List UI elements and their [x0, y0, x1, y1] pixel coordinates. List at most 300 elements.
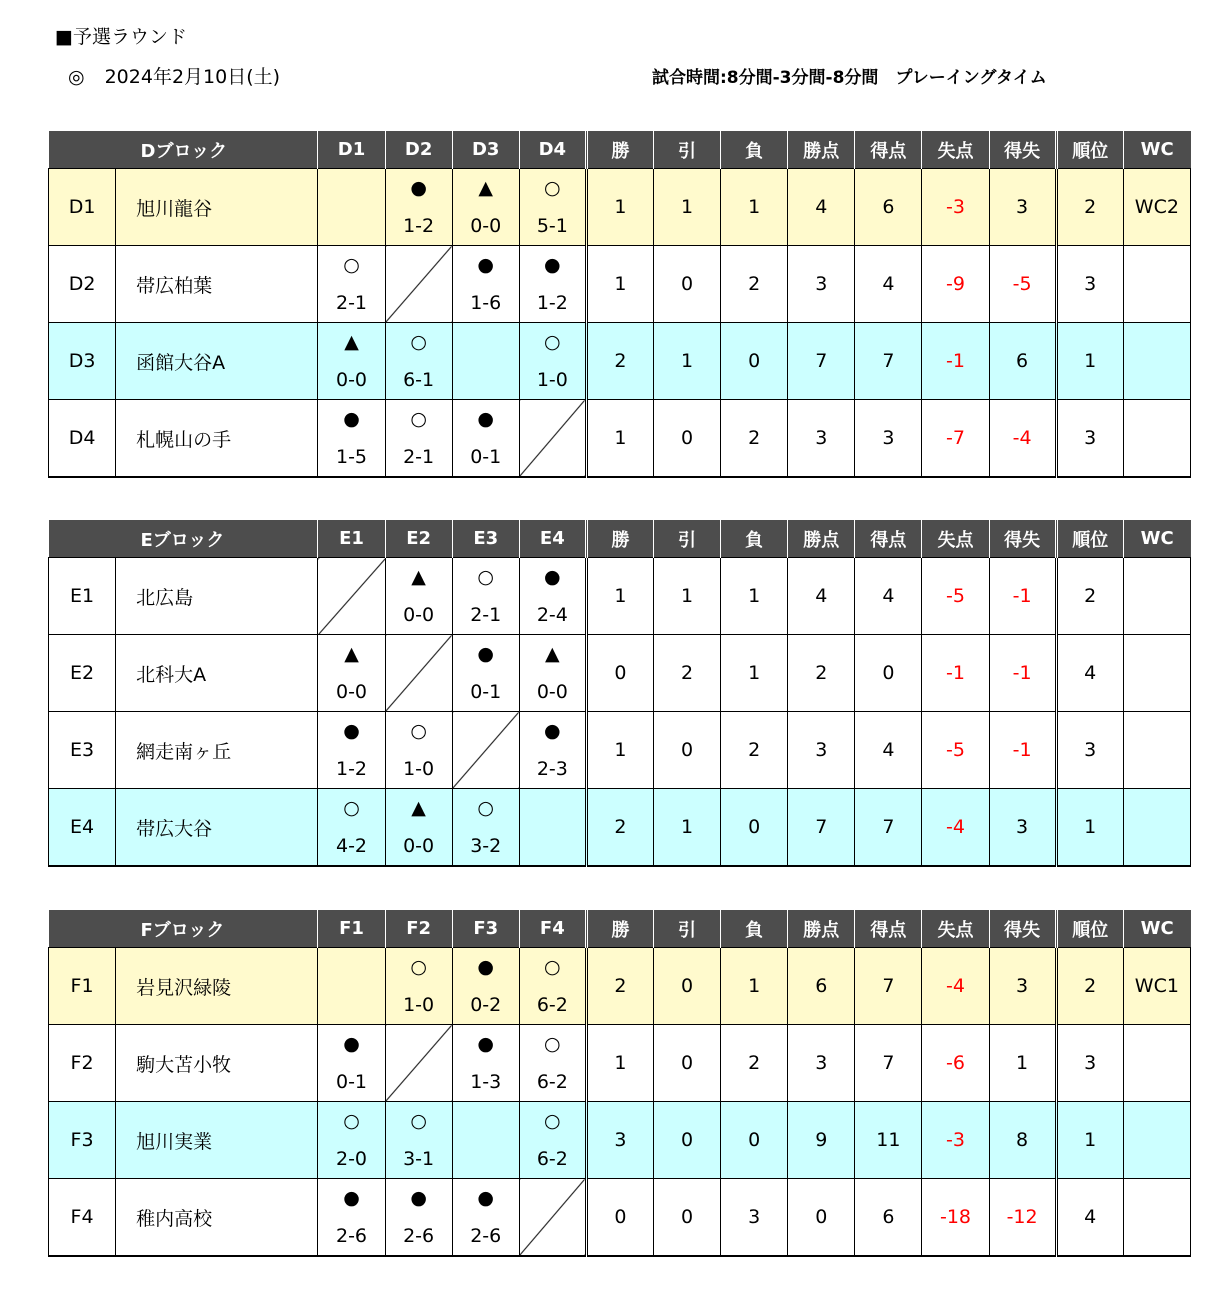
result-score: 1-0 — [403, 758, 435, 780]
team-name: 駒大苫小牧 — [116, 1025, 318, 1102]
match-result — [519, 246, 586, 323]
opponent-code-header: F1 — [318, 910, 385, 948]
stat-value: 0 — [855, 635, 922, 712]
stat-value: -1 — [989, 635, 1056, 712]
stat-header: 勝 — [586, 520, 653, 558]
stat-value: 3 — [989, 948, 1056, 1025]
match-result — [385, 948, 452, 1025]
match-result — [385, 1179, 452, 1257]
stat-header: 引 — [654, 910, 721, 948]
stat-value: 1 — [721, 558, 788, 635]
stat-header: 勝点 — [788, 520, 855, 558]
stat-value: 2 — [586, 948, 653, 1025]
stat-value: -5 — [989, 246, 1056, 323]
stat-value: 3 — [855, 400, 922, 478]
match-result — [452, 635, 519, 712]
result-score: 1-5 — [335, 446, 368, 468]
stat-value: -5 — [922, 558, 989, 635]
header-row — [49, 131, 1191, 169]
stat-value — [1123, 1179, 1190, 1257]
stat-header: 得点 — [855, 910, 922, 948]
result-score: 6-2 — [536, 1071, 568, 1093]
stat-value — [1123, 1102, 1190, 1179]
stat-value: 2 — [586, 789, 653, 867]
match-result — [385, 558, 452, 635]
stat-value: 0 — [721, 789, 788, 867]
stat-value: 3 — [788, 246, 855, 323]
result-symbol: ○ — [343, 1110, 360, 1132]
self-match-cell — [318, 169, 385, 246]
self-match-cell — [519, 1179, 586, 1257]
match-result — [519, 323, 586, 400]
stat-value: 4 — [855, 712, 922, 789]
result-score: 1-2 — [536, 292, 568, 314]
opponent-code-header: D2 — [385, 131, 452, 169]
team-name: 北広島 — [116, 558, 318, 635]
stat-value: 0 — [654, 948, 721, 1025]
self-match-cell — [519, 789, 586, 867]
match-result — [385, 323, 452, 400]
stat-value: 6 — [788, 948, 855, 1025]
block-name: Fブロック — [49, 910, 318, 948]
result-score: 2-6 — [403, 1225, 435, 1247]
match-result — [519, 948, 586, 1025]
team-code: D3 — [49, 323, 116, 400]
stat-value: 1 — [1056, 323, 1123, 400]
stat-value: 2 — [788, 635, 855, 712]
result-score: 2-1 — [335, 292, 368, 314]
stat-value: 4 — [1056, 1179, 1123, 1257]
match-result — [318, 1102, 385, 1179]
stat-value: 3 — [788, 1025, 855, 1102]
match-result — [452, 246, 519, 323]
stat-value: 4 — [855, 558, 922, 635]
opponent-code-header: D4 — [519, 131, 586, 169]
match-result — [385, 400, 452, 478]
result-score: 2-6 — [470, 1225, 502, 1247]
header-row — [49, 520, 1191, 558]
stat-value: -9 — [922, 246, 989, 323]
stat-value — [1123, 789, 1190, 867]
stat-value — [1123, 323, 1190, 400]
stat-value: -1 — [989, 712, 1056, 789]
match-result — [519, 1025, 586, 1102]
stat-value: 3 — [788, 712, 855, 789]
match-result — [318, 1179, 385, 1257]
match-result — [452, 558, 519, 635]
stat-value: 3 — [586, 1102, 653, 1179]
match-result — [318, 712, 385, 789]
stat-value: WC2 — [1123, 169, 1190, 246]
result-symbol: ● — [544, 720, 561, 742]
result-symbol: ● — [343, 1033, 360, 1055]
stat-header: 得失 — [989, 910, 1056, 948]
self-match-cell — [385, 246, 452, 323]
stat-value: -1 — [989, 558, 1056, 635]
block-name: Eブロック — [49, 520, 318, 558]
stat-value: 1 — [586, 169, 653, 246]
stat-value: 8 — [989, 1102, 1056, 1179]
stat-header: 負 — [721, 520, 788, 558]
stat-header: 勝点 — [788, 131, 855, 169]
stat-value: 7 — [855, 1025, 922, 1102]
stat-value: 2 — [1056, 558, 1123, 635]
stat-value: 1 — [586, 712, 653, 789]
team-code: E4 — [49, 789, 116, 867]
team-code: E3 — [49, 712, 116, 789]
result-score: 2-1 — [470, 604, 502, 626]
stat-header: 失点 — [922, 131, 989, 169]
stat-value — [1123, 246, 1190, 323]
stat-value: 1 — [586, 400, 653, 478]
result-symbol: ○ — [410, 1110, 427, 1132]
stat-value: -1 — [922, 323, 989, 400]
stat-value: -3 — [922, 169, 989, 246]
stat-value: 1 — [721, 169, 788, 246]
self-match-cell — [452, 323, 519, 400]
team-row — [49, 169, 1191, 246]
stat-value: 0 — [654, 712, 721, 789]
match-result — [318, 1025, 385, 1102]
result-symbol: ▲ — [344, 643, 359, 665]
result-symbol: ● — [477, 1033, 495, 1055]
stat-value: 2 — [586, 323, 653, 400]
stat-value: -18 — [922, 1179, 989, 1257]
self-match-cell — [452, 1102, 519, 1179]
team-row — [49, 789, 1191, 867]
stat-value: 4 — [788, 169, 855, 246]
stat-value: 6 — [855, 169, 922, 246]
result-symbol: ● — [343, 408, 360, 430]
stat-value: 1 — [586, 246, 653, 323]
result-score: 0-0 — [335, 681, 368, 703]
result-symbol: ○ — [410, 720, 427, 742]
date-text: 2024年2月10日(土) — [104, 66, 281, 88]
stat-header: WC — [1123, 520, 1190, 558]
stat-header: 得点 — [855, 520, 922, 558]
section-heading: ■予選ラウンド — [55, 26, 187, 48]
opponent-code-header: E1 — [318, 520, 385, 558]
stat-value: -1 — [922, 635, 989, 712]
team-code: F1 — [49, 948, 116, 1025]
match-result — [318, 400, 385, 478]
stat-value: 7 — [855, 948, 922, 1025]
team-name: 札幌山の手 — [116, 400, 318, 478]
match-result — [385, 712, 452, 789]
result-symbol: ○ — [477, 797, 495, 819]
result-symbol: ▲ — [545, 643, 560, 665]
match-result — [385, 169, 452, 246]
stat-value: 9 — [788, 1102, 855, 1179]
stat-value: 3 — [1056, 1025, 1123, 1102]
result-symbol: ▲ — [478, 177, 494, 199]
stat-value: 7 — [788, 323, 855, 400]
team-code: D1 — [49, 169, 116, 246]
stat-value: 0 — [654, 1102, 721, 1179]
result-score: 0-1 — [470, 681, 502, 703]
team-row — [49, 1102, 1191, 1179]
result-score: 3-1 — [403, 1148, 435, 1170]
stat-value: 6 — [855, 1179, 922, 1257]
stat-header: 勝 — [586, 131, 653, 169]
result-score: 2-1 — [403, 446, 435, 468]
stat-header: 引 — [654, 131, 721, 169]
result-symbol: ● — [410, 177, 427, 199]
stat-value: 3 — [989, 169, 1056, 246]
team-row — [49, 948, 1191, 1025]
result-symbol: ▲ — [344, 331, 359, 353]
team-row — [49, 1025, 1191, 1102]
stat-value: -3 — [922, 1102, 989, 1179]
stat-value: 1 — [1056, 1102, 1123, 1179]
match-result — [318, 323, 385, 400]
self-match-cell — [385, 635, 452, 712]
match-result — [519, 169, 586, 246]
stat-value: 3 — [788, 400, 855, 478]
opponent-code-header: E4 — [519, 520, 586, 558]
match-result — [519, 1102, 586, 1179]
team-row — [49, 246, 1191, 323]
match-result — [519, 712, 586, 789]
stat-value: 11 — [855, 1102, 922, 1179]
match-result — [452, 789, 519, 867]
result-score: 4-2 — [335, 835, 368, 857]
result-score: 0-0 — [403, 604, 435, 626]
team-code: D4 — [49, 400, 116, 478]
stat-value: 2 — [721, 246, 788, 323]
stat-value: 0 — [721, 323, 788, 400]
match-result — [385, 789, 452, 867]
result-symbol: ○ — [410, 956, 427, 978]
self-match-cell — [318, 948, 385, 1025]
stat-value: 2 — [721, 400, 788, 478]
result-symbol: ● — [544, 566, 561, 588]
stat-value: 7 — [855, 323, 922, 400]
result-symbol: ○ — [544, 956, 561, 978]
result-score: 2-4 — [536, 604, 568, 626]
stat-value: 1 — [654, 789, 721, 867]
result-score: 1-2 — [403, 215, 435, 237]
stat-value: 1 — [721, 948, 788, 1025]
result-symbol: ○ — [544, 1110, 561, 1132]
match-date — [68, 62, 280, 89]
match-result — [318, 246, 385, 323]
date-bullet: ◎ — [68, 66, 85, 88]
stat-value: 1 — [989, 1025, 1056, 1102]
team-name: 旭川実業 — [116, 1102, 318, 1179]
stat-value: 1 — [1056, 789, 1123, 867]
result-score: 0-0 — [470, 215, 502, 237]
block-table — [48, 131, 1191, 478]
block-table — [48, 910, 1191, 1257]
team-name: 函館大谷A — [116, 323, 318, 400]
match-result — [318, 635, 385, 712]
result-symbol: ○ — [477, 566, 495, 588]
stat-value: 0 — [654, 1025, 721, 1102]
stat-header: 負 — [721, 910, 788, 948]
result-score: 5-1 — [536, 215, 568, 237]
stat-value: 0 — [788, 1179, 855, 1257]
stat-value: 3 — [1056, 712, 1123, 789]
stat-value: -12 — [989, 1179, 1056, 1257]
result-symbol: ▲ — [411, 566, 426, 588]
stat-value: 0 — [654, 246, 721, 323]
team-code: E2 — [49, 635, 116, 712]
result-score: 2-0 — [335, 1148, 368, 1170]
opponent-code-header: F2 — [385, 910, 452, 948]
result-symbol: ○ — [544, 1033, 561, 1055]
result-score: 2-3 — [536, 758, 568, 780]
stat-value: -4 — [989, 400, 1056, 478]
match-result — [452, 1179, 519, 1257]
stat-value: 2 — [654, 635, 721, 712]
match-result — [452, 948, 519, 1025]
team-code: F4 — [49, 1179, 116, 1257]
stat-value: 1 — [654, 169, 721, 246]
result-symbol: ● — [477, 408, 495, 430]
result-symbol: ● — [343, 1187, 360, 1209]
result-symbol: ○ — [544, 177, 561, 199]
stat-value: 1 — [721, 635, 788, 712]
self-match-cell — [385, 1025, 452, 1102]
result-symbol: ○ — [410, 331, 427, 353]
team-code: F3 — [49, 1102, 116, 1179]
opponent-code-header: E3 — [452, 520, 519, 558]
team-row — [49, 635, 1191, 712]
team-row — [49, 1179, 1191, 1257]
team-name: 岩見沢緑陵 — [116, 948, 318, 1025]
stat-value: -5 — [922, 712, 989, 789]
team-row — [49, 400, 1191, 478]
result-score: 1-2 — [335, 758, 368, 780]
stat-value: 2 — [1056, 169, 1123, 246]
team-name: 帯広大谷 — [116, 789, 318, 867]
stat-value: 0 — [721, 1102, 788, 1179]
result-score: 0-0 — [403, 835, 435, 857]
stat-value — [1123, 635, 1190, 712]
stat-value: 4 — [855, 246, 922, 323]
stat-value: 1 — [654, 323, 721, 400]
team-name: 旭川龍谷 — [116, 169, 318, 246]
self-match-cell — [519, 400, 586, 478]
stat-value: 3 — [721, 1179, 788, 1257]
match-result — [385, 1102, 452, 1179]
result-score: 3-2 — [470, 835, 502, 857]
stat-value — [1123, 1025, 1190, 1102]
stat-value: 2 — [721, 1025, 788, 1102]
header-row — [49, 910, 1191, 948]
stat-value — [1123, 558, 1190, 635]
result-score: 6-2 — [536, 994, 568, 1016]
stat-value — [1123, 712, 1190, 789]
team-name: 北科大A — [116, 635, 318, 712]
stat-header: 得点 — [855, 131, 922, 169]
stat-header: 失点 — [922, 910, 989, 948]
opponent-code-header: F3 — [452, 910, 519, 948]
match-result — [452, 169, 519, 246]
result-symbol: ○ — [410, 408, 427, 430]
stat-header: 順位 — [1056, 131, 1123, 169]
stat-header: 負 — [721, 131, 788, 169]
result-symbol: ● — [410, 1187, 427, 1209]
stat-value — [1123, 400, 1190, 478]
stat-value: 4 — [788, 558, 855, 635]
team-row — [49, 323, 1191, 400]
result-symbol: ● — [477, 643, 495, 665]
opponent-code-header: D1 — [318, 131, 385, 169]
result-score: 0-1 — [470, 446, 502, 468]
stat-header: 失点 — [922, 520, 989, 558]
stat-value: 7 — [788, 789, 855, 867]
stat-header: 順位 — [1056, 910, 1123, 948]
result-score: 0-0 — [536, 681, 568, 703]
stat-value: 6 — [989, 323, 1056, 400]
result-score: 1-3 — [470, 1071, 502, 1093]
result-symbol: ○ — [343, 797, 360, 819]
match-result — [318, 789, 385, 867]
stat-value: WC1 — [1123, 948, 1190, 1025]
result-symbol: ○ — [343, 254, 360, 276]
match-result — [519, 558, 586, 635]
team-code: D2 — [49, 246, 116, 323]
result-symbol: ○ — [544, 331, 561, 353]
stat-value: 1 — [586, 1025, 653, 1102]
stat-value: -4 — [922, 948, 989, 1025]
stat-value: 1 — [586, 558, 653, 635]
result-score: 1-0 — [536, 369, 568, 391]
stat-value: -4 — [922, 789, 989, 867]
team-row — [49, 558, 1191, 635]
team-name: 稚内高校 — [116, 1179, 318, 1257]
team-name: 帯広柏葉 — [116, 246, 318, 323]
stat-value: 0 — [586, 635, 653, 712]
result-score: 0-1 — [335, 1071, 368, 1093]
stat-value: 3 — [1056, 246, 1123, 323]
result-symbol: ● — [544, 254, 561, 276]
result-symbol: ● — [477, 1187, 495, 1209]
stat-value: 0 — [586, 1179, 653, 1257]
result-symbol: ● — [343, 720, 360, 742]
match-timing: 試合時間:8分間-3分間-8分間 プレーイングタイム — [652, 68, 1047, 88]
result-score: 0-0 — [335, 369, 368, 391]
result-symbol: ● — [477, 956, 495, 978]
opponent-code-header: D3 — [452, 131, 519, 169]
match-result — [519, 635, 586, 712]
self-match-cell — [452, 712, 519, 789]
result-score: 2-6 — [335, 1225, 368, 1247]
self-match-cell — [318, 558, 385, 635]
stat-header: WC — [1123, 910, 1190, 948]
stat-header: 得失 — [989, 131, 1056, 169]
stat-value: 3 — [1056, 400, 1123, 478]
opponent-code-header: E2 — [385, 520, 452, 558]
stat-value: 0 — [654, 1179, 721, 1257]
stat-value: 1 — [654, 558, 721, 635]
result-score: 6-1 — [403, 369, 435, 391]
stat-header: 順位 — [1056, 520, 1123, 558]
stat-value: 4 — [1056, 635, 1123, 712]
team-name: 網走南ヶ丘 — [116, 712, 318, 789]
opponent-code-header: F4 — [519, 910, 586, 948]
stat-value: 3 — [989, 789, 1056, 867]
stat-value: 2 — [1056, 948, 1123, 1025]
stat-header: 得失 — [989, 520, 1056, 558]
stat-value: -7 — [922, 400, 989, 478]
stat-header: WC — [1123, 131, 1190, 169]
result-symbol: ● — [477, 254, 495, 276]
stat-header: 勝 — [586, 910, 653, 948]
team-row — [49, 712, 1191, 789]
